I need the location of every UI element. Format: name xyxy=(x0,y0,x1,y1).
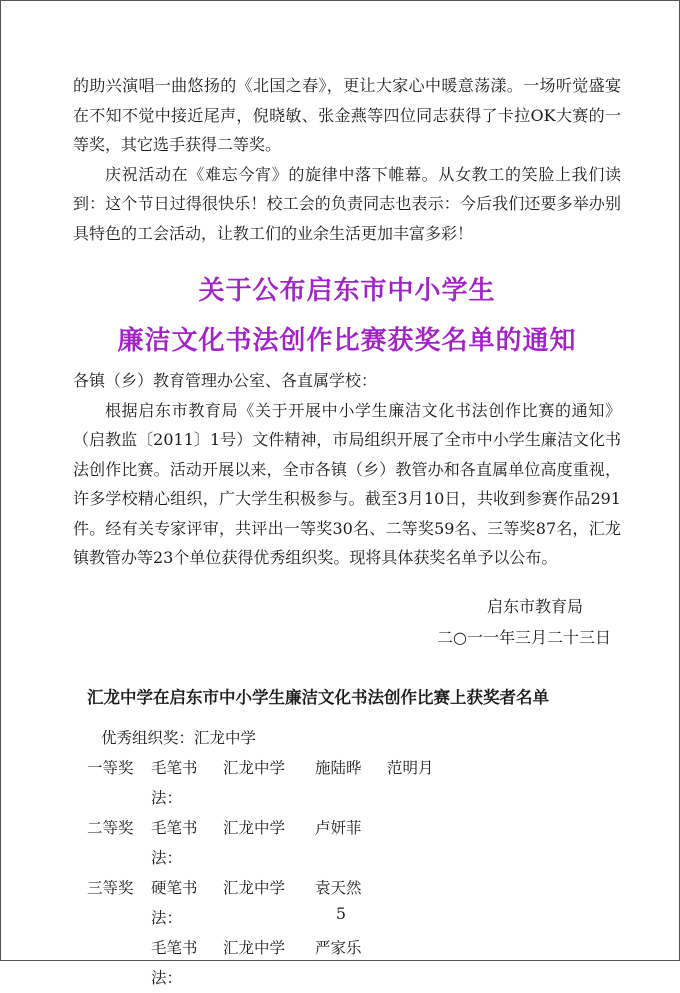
intro-paragraph-2: 庆祝活动在《难忘今宵》的旋律中落下帷幕。从女教工的笑脸上我们读到：这个节日过得很快乐！校工会的负责同志也表示：今后我们还要多举办别具特色的工会活动，让教工们的业余生活更加丰富多彩！ xyxy=(73,164,621,243)
page-content xyxy=(73,71,621,993)
signature-block xyxy=(73,591,621,653)
award-category: 毛笔书法： xyxy=(151,938,198,987)
intro-paragraph-1: 的助兴演唱一曲悠扬的《北国之春》，更让大家心中暖意荡漾。一场听觉盛宴在不知不觉中接近尾声，倪晓敏、张金燕等四位同志获得了卡拉OK大赛的一等奖，其它选手获得二等奖。 xyxy=(73,76,621,154)
award-level xyxy=(73,933,151,993)
notice-addressee: 各镇（乡）教育管理办公室、各直属学校： xyxy=(73,371,378,390)
award-level: 三等奖 xyxy=(87,878,134,897)
award-rows xyxy=(73,753,621,993)
award-category: 毛笔书法： xyxy=(151,818,198,867)
award-winner: 施陆晔 xyxy=(315,758,362,777)
award-row xyxy=(73,813,621,873)
award-school: 汇龙中学 xyxy=(223,878,286,897)
award-winner xyxy=(387,813,467,873)
award-list-title: 汇龙中学在启东市中小学生廉洁文化书法创作比赛上获奖者名单 xyxy=(87,687,549,707)
award-school: 汇龙中学 xyxy=(223,818,286,837)
signature-issuer: 启东市教育局 xyxy=(486,596,583,616)
page-number: 5 xyxy=(335,904,347,923)
notice-title xyxy=(73,266,621,366)
award-winner: 袁天然 xyxy=(315,878,362,897)
award-category: 毛笔书法： xyxy=(151,758,198,807)
notice-body: 根据启东市教育局《关于开展中小学生廉洁文化书法创作比赛的通知》（启教监〔2011〕1号）文件精神，市局组织开展了全市中小学生廉洁文化书法创作比赛。活动开展以来，全市各镇（乡）教管办和各直属单位高度重视，许多学校精心组织，广大学生积极参与。截至3月10日，共收到参赛作品291件。经有关专家评审，共评出一等奖30名、二等奖59名、三等奖87名，汇龙镇教管办等23个单位获得优秀组织奖。现将具体获奖名单予以公布。 xyxy=(73,400,621,567)
award-row xyxy=(73,933,621,993)
excellent-organization-award: 优秀组织奖：汇龙中学 xyxy=(101,728,257,747)
award-category: 硬笔书法： xyxy=(151,878,198,927)
award-row xyxy=(73,753,621,813)
award-winner xyxy=(387,933,467,993)
award-winner: 范明月 xyxy=(387,758,434,777)
award-winner xyxy=(387,873,467,933)
award-level: 二等奖 xyxy=(87,818,134,837)
notice-title-line-2: 廉洁文化书法创作比赛获奖名单的通知 xyxy=(117,326,577,356)
award-winner: 卢妍菲 xyxy=(315,818,362,837)
award-winner: 严家乐 xyxy=(315,938,362,957)
award-school: 汇龙中学 xyxy=(223,938,286,957)
signature-date: 二○一一年三月二十三日 xyxy=(437,627,611,647)
award-level: 一等奖 xyxy=(87,758,134,777)
award-row xyxy=(73,873,621,933)
notice-title-line-1: 关于公布启东市中小学生 xyxy=(198,276,496,306)
award-school: 汇龙中学 xyxy=(223,758,286,777)
